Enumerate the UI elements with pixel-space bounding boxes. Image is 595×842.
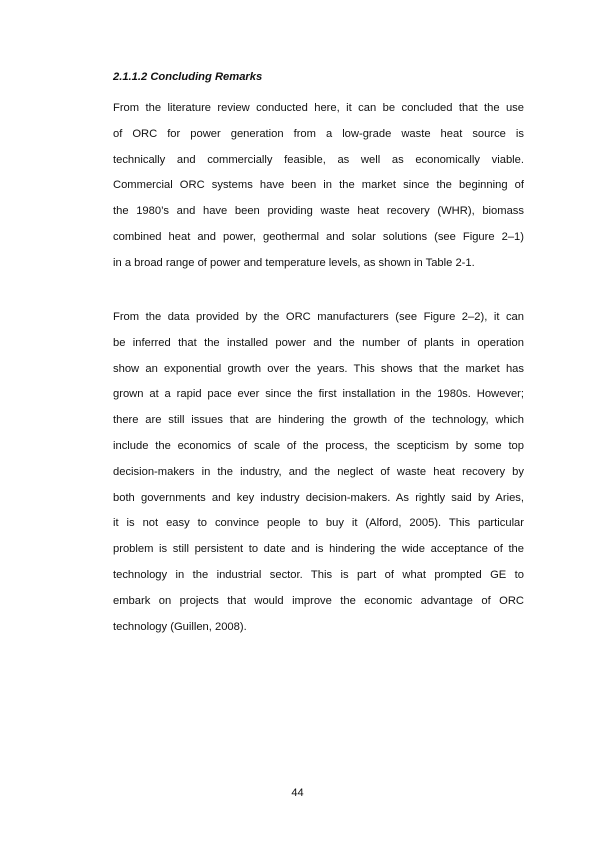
paragraph-line: in a broad range of power and temperature levels, as shown in Table 2-1. bbox=[113, 256, 475, 269]
paragraph-line: combined heat and power, geothermal and solar solutions (see Figure 2–1) bbox=[113, 230, 524, 243]
paragraph-line: From the data provided by the ORC manufacturers (see Figure 2–2), it can bbox=[113, 311, 524, 323]
paragraph-line: show an exponential growth over the years. This shows that the market has bbox=[113, 362, 524, 375]
paragraph-1 bbox=[113, 96, 524, 277]
paragraph-line: of ORC for power generation from a low-grade waste heat source is bbox=[113, 127, 524, 140]
paragraph-line: it is not easy to convince people to buy it (Alford, 2005). This particular bbox=[113, 517, 524, 530]
paragraph-line: grown at a rapid pace ever since the first installation in the 1980s. However; bbox=[113, 388, 524, 401]
paragraph-line: problem is still persistent to date and is hindering the wide acceptance of the bbox=[113, 543, 524, 556]
paragraph-line: the 1980’s and have been providing waste heat recovery (WHR), biomass bbox=[113, 205, 524, 218]
paragraph-line: embark on projects that would improve the economic advantage of ORC bbox=[113, 594, 524, 607]
paragraph-line: technically and commercially feasible, as well as economically viable. bbox=[113, 153, 524, 166]
paragraph-line: include the economics of scale of the process, the scepticism by some top bbox=[113, 439, 524, 452]
page-number: 44 bbox=[291, 787, 304, 799]
paragraph-line: From the literature review conducted here, it can be concluded that the use bbox=[113, 102, 524, 114]
paragraph-line: both governments and key industry decision-makers. As rightly said by Aries, bbox=[113, 491, 524, 504]
paragraph-line: there are still issues that are hindering the growth of the technology, which bbox=[113, 414, 524, 427]
paragraph-line: decision-makers in the industry, and the neglect of waste heat recovery by bbox=[113, 465, 524, 478]
paragraph-line: Commercial ORC systems have been in the market since the beginning of bbox=[113, 179, 524, 192]
section-heading: 2.1.1.2 Concluding Remarks bbox=[113, 71, 263, 83]
paragraph-line: technology (Guillen, 2008). bbox=[113, 620, 247, 633]
paragraph-line: be inferred that the installed power and the number of plants in operation bbox=[113, 336, 524, 349]
paragraph-line: technology in the industrial sector. This is part of what prompted GE to bbox=[113, 568, 524, 581]
paragraph-2 bbox=[113, 305, 524, 640]
